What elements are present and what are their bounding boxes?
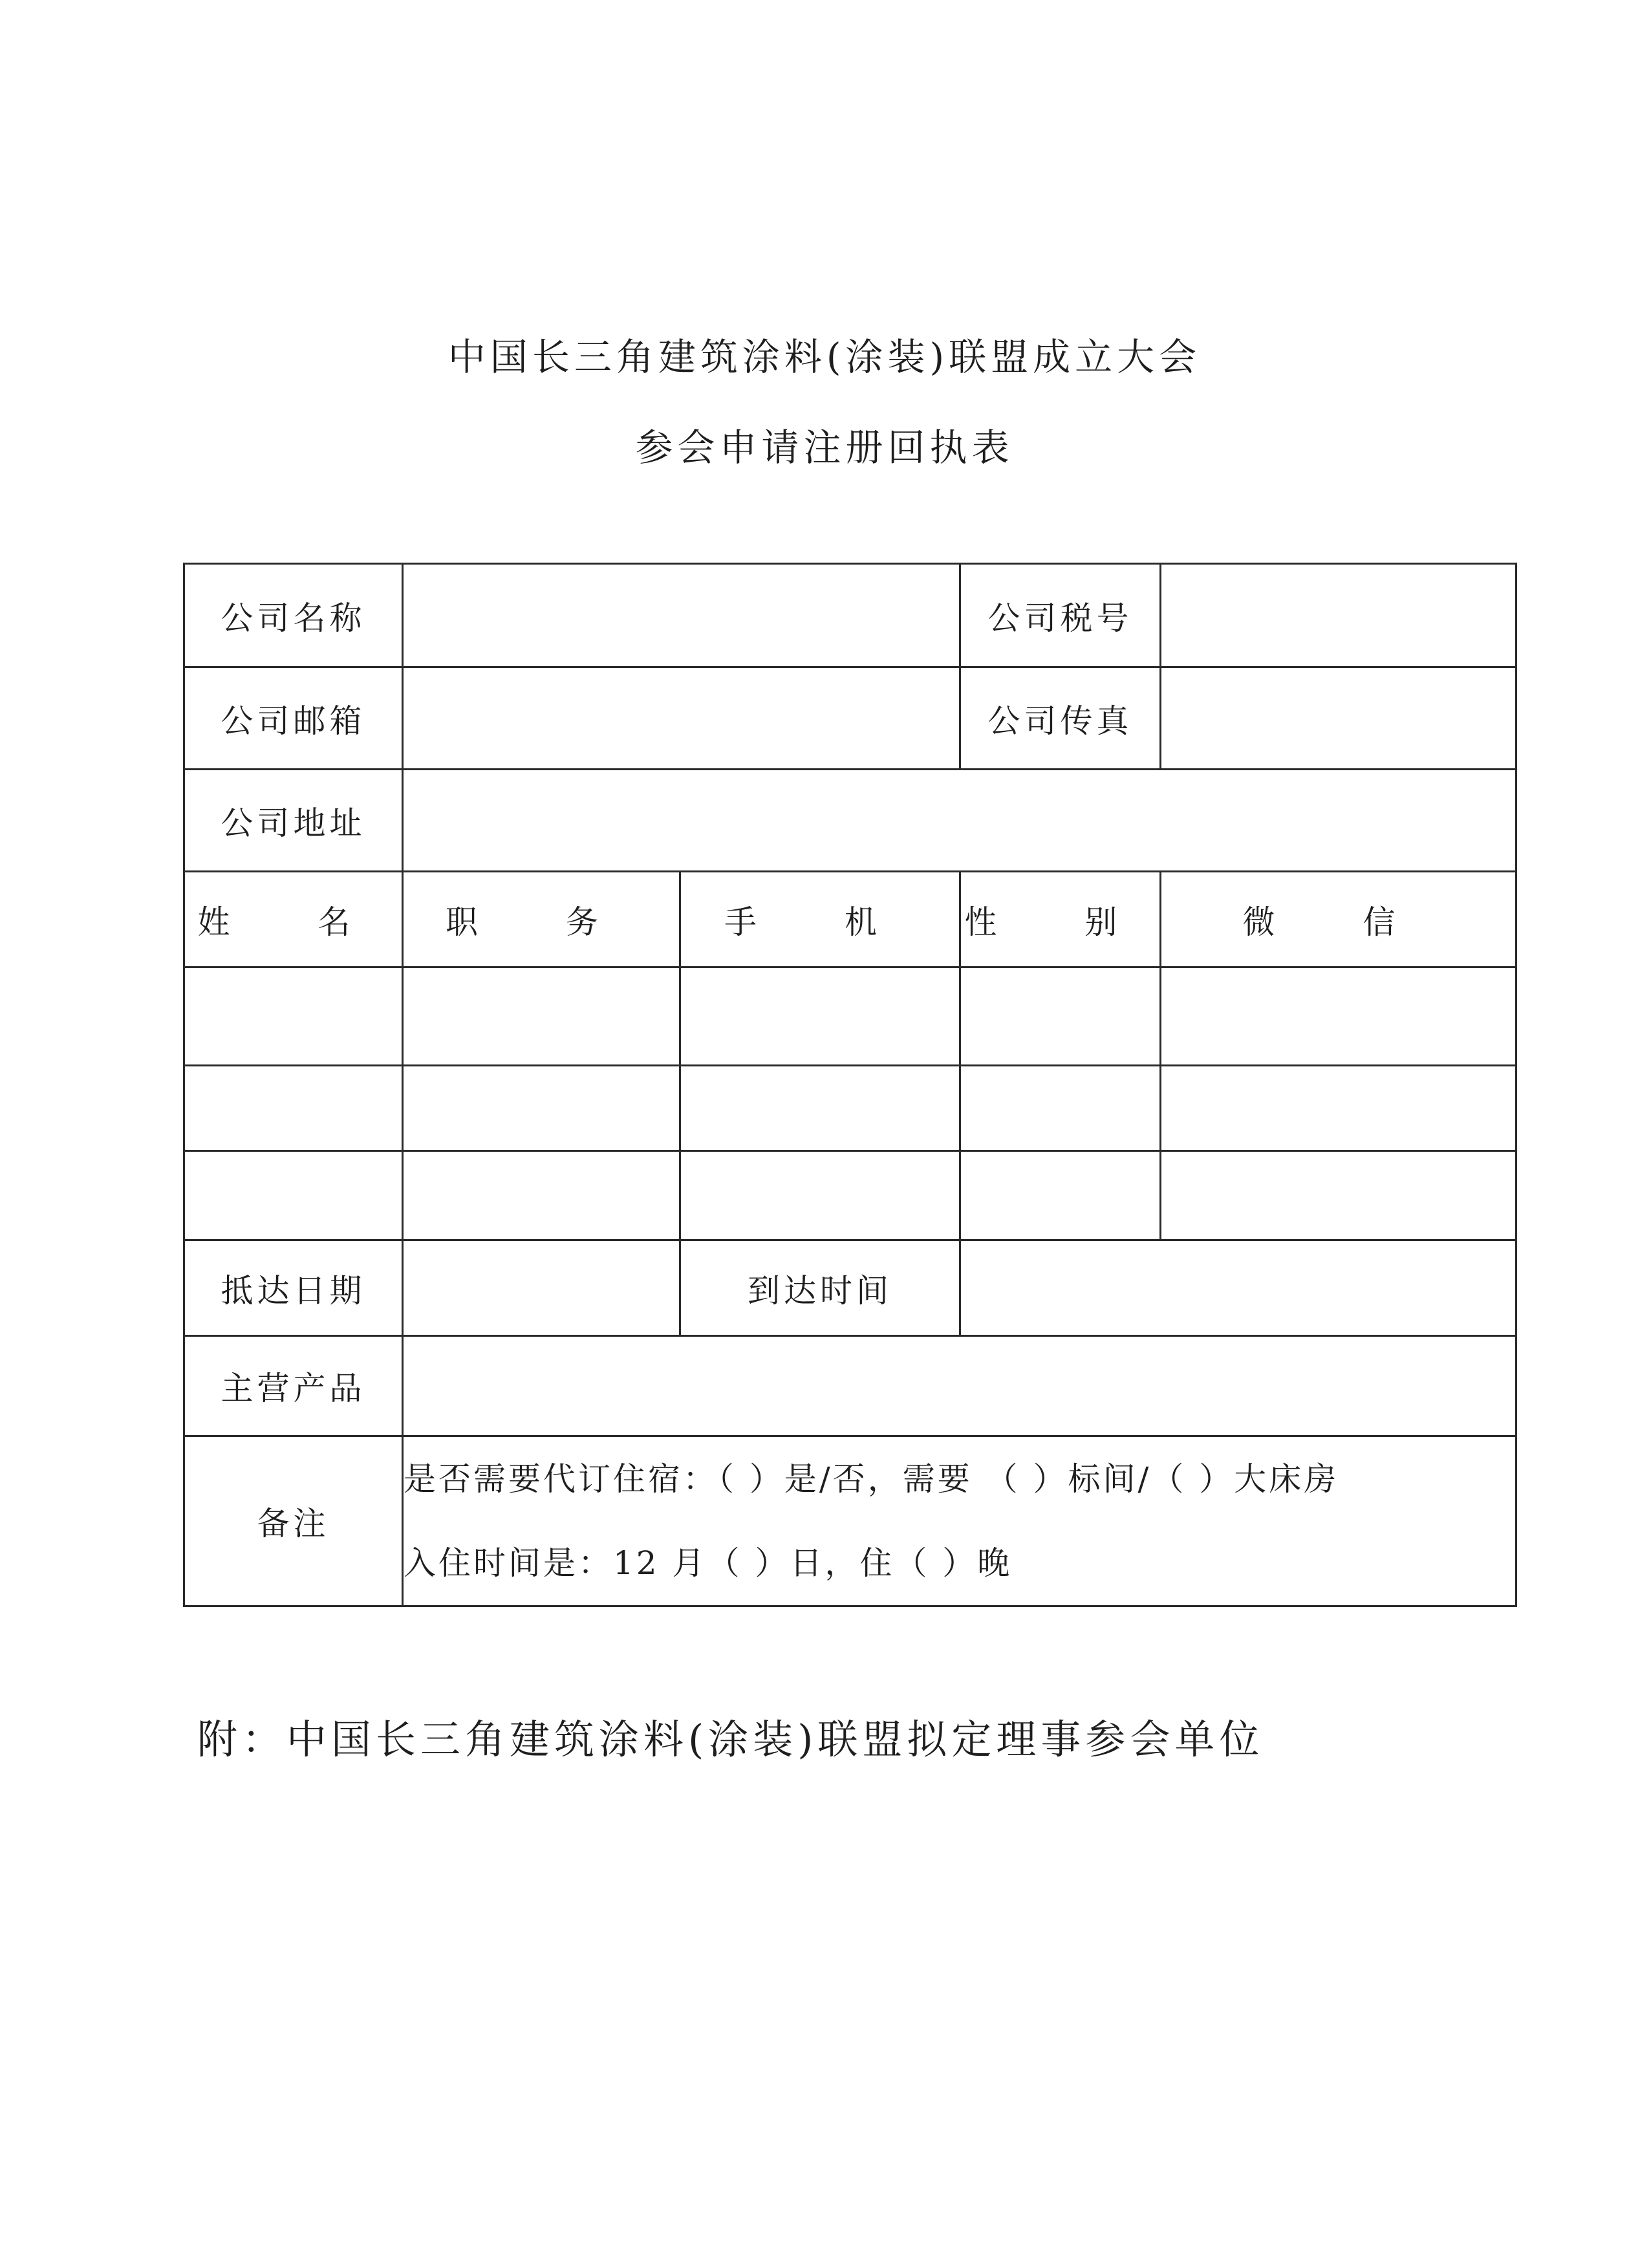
attendee-name-cell[interactable] bbox=[184, 967, 403, 1066]
arrival-time-field[interactable] bbox=[960, 1240, 1516, 1336]
arrival-date-label: 抵达日期 bbox=[184, 1240, 403, 1336]
table-row bbox=[184, 1066, 1516, 1151]
company-email-label: 公司邮箱 bbox=[184, 667, 403, 770]
attendee-name-cell[interactable] bbox=[184, 1151, 403, 1240]
column-header-name: 姓 名 bbox=[184, 872, 403, 967]
table-row bbox=[184, 1240, 1516, 1336]
company-fax-field[interactable] bbox=[1161, 667, 1516, 770]
company-name-label: 公司名称 bbox=[184, 564, 403, 667]
remarks-label: 备注 bbox=[184, 1436, 403, 1606]
column-header-position: 职 务 bbox=[403, 872, 680, 967]
registration-form-table bbox=[183, 563, 1517, 1607]
table-row bbox=[184, 667, 1516, 770]
attendee-wechat-cell[interactable] bbox=[1161, 1066, 1516, 1151]
attendee-position-cell[interactable] bbox=[403, 967, 680, 1066]
table-row bbox=[184, 967, 1516, 1066]
company-address-field[interactable] bbox=[403, 770, 1516, 872]
table-row bbox=[184, 770, 1516, 872]
appendix-note: 附：中国长三角建筑涂料(涂装)联盟拟定理事参会单位 bbox=[197, 1716, 1264, 1763]
tax-id-label: 公司税号 bbox=[960, 564, 1161, 667]
company-address-label: 公司地址 bbox=[184, 770, 403, 872]
arrival-time-label: 到达时间 bbox=[680, 1240, 960, 1336]
main-products-label: 主营产品 bbox=[184, 1336, 403, 1436]
table-row bbox=[184, 1151, 1516, 1240]
document-subtitle: 参会申请注册回执表 bbox=[635, 426, 1014, 470]
attendee-gender-cell[interactable] bbox=[960, 1066, 1161, 1151]
attendee-mobile-cell[interactable] bbox=[680, 967, 960, 1066]
document-title: 中国长三角建筑涂料(涂装)联盟成立大会 bbox=[447, 335, 1202, 379]
tax-id-field[interactable] bbox=[1161, 564, 1516, 667]
table-header-row bbox=[184, 872, 1516, 967]
attendee-wechat-cell[interactable] bbox=[1161, 1151, 1516, 1240]
attendee-position-cell[interactable] bbox=[403, 1151, 680, 1240]
column-header-gender: 性 别 bbox=[960, 872, 1161, 967]
table-row bbox=[184, 564, 1516, 667]
attendee-wechat-cell[interactable] bbox=[1161, 967, 1516, 1066]
remarks-field[interactable] bbox=[403, 1436, 1516, 1606]
attendee-name-cell[interactable] bbox=[184, 1066, 403, 1151]
checkin-question: 入住时间是：12 月（ ）日，住（ ）晚 bbox=[404, 1544, 1013, 1582]
column-header-mobile: 手 机 bbox=[680, 872, 960, 967]
attendee-mobile-cell[interactable] bbox=[680, 1066, 960, 1151]
attendee-gender-cell[interactable] bbox=[960, 1151, 1161, 1240]
main-products-field[interactable] bbox=[403, 1336, 1516, 1436]
company-email-field[interactable] bbox=[403, 667, 960, 770]
table-row bbox=[184, 1336, 1516, 1436]
arrival-date-field[interactable] bbox=[403, 1240, 680, 1336]
company-name-field[interactable] bbox=[403, 564, 960, 667]
attendee-gender-cell[interactable] bbox=[960, 967, 1161, 1066]
column-header-wechat: 微 信 bbox=[1161, 872, 1516, 967]
table-row bbox=[184, 1436, 1516, 1606]
accommodation-question: 是否需要代订住宿：（ ）是/否，需要 （ ）标间/（ ）大床房 bbox=[404, 1460, 1339, 1498]
company-fax-label: 公司传真 bbox=[960, 667, 1161, 770]
attendee-mobile-cell[interactable] bbox=[680, 1151, 960, 1240]
attendee-position-cell[interactable] bbox=[403, 1066, 680, 1151]
